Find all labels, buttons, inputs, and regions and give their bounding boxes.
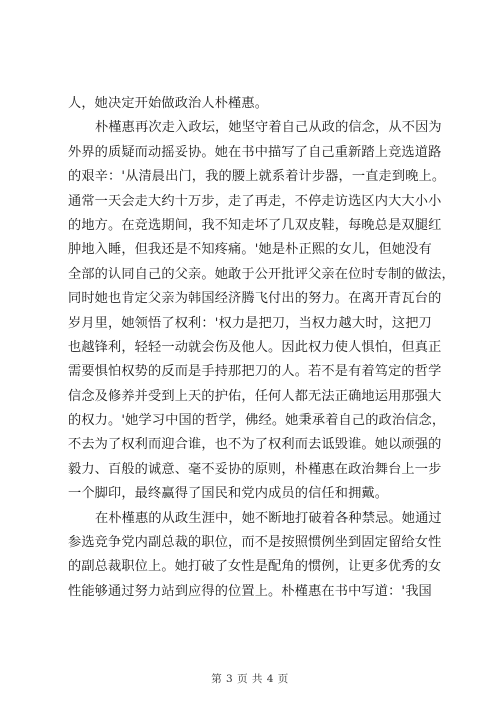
text-line: 信念及修养并受到上天的护佑，任何人都无法正确地运用那强大 [68,388,442,404]
text-line: 的艰辛：'从清晨出门，我的腰上就系着计步器，一直走到晚上。 [68,169,446,185]
text-line: 也越锋利，轻轻一动就会伤及他人。因此权力使人惧怕，但真正 [68,339,442,355]
text-line: 在朴槿惠的从政生涯中，她不断地打破着各种禁忌。她通过 [95,510,442,526]
text-line: 不去为了权利而迎合谁，也不为了权利而去诋毁谁。她以顽强的 [68,437,442,453]
text-line: 毅力、百般的诚意、毫不妥协的原则，朴槿惠在政治舞台上一步 [68,461,442,477]
text-line: 同时她也肯定父亲为韩国经济腾飞付出的努力。在离开青瓦台的 [68,291,442,307]
text-line: 肿地入睡，但我还是不知疼痛。'她是朴正熙的女儿，但她没有 [68,242,432,258]
text-line: 外界的质疑而动摇妥协。她在书中描写了自己重新踏上竞选道路 [68,144,442,160]
text-line: 一个脚印，最终赢得了国民和党内成员的信任和拥戴。 [68,486,389,502]
text-line: 岁月里，她领悟了权利：'权力是把刀，当权力越大时，这把刀 [68,315,432,331]
text-line: 性能够通过努力站到应得的位置上。朴槿惠在书中写道：'我国 [68,583,432,599]
text-line: 需要惧怕权势的反而是手持那把刀的人。若不是有着笃定的哲学 [68,364,442,380]
text-line: 的地方。在竞选期间，我不知走坏了几双皮鞋，每晚总是双腿红 [68,217,442,233]
text-line: 的权力。'她学习中国的哲学，佛经。她秉承着自己的政治信念， [68,413,446,429]
text-line: 通常一天会走大约十万步，走了再走，不停走访选区内大大小小 [68,193,442,209]
page-number: 第 3 页 共 4 页 [211,673,289,685]
text-line: 全部的认同自己的父亲。她敢于公开批评父亲在位时专制的做法， [68,266,455,282]
body-text [68,92,455,604]
text-line: 参选竞争党内副总裁的职位，而不是按照惯例坐到固定留给女性 [68,535,442,551]
text-line: 的副总裁职位上。她打破了女性是配角的惯例，让更多优秀的女 [68,559,442,575]
text-line: 朴槿惠再次走入政坛，她坚守着自己从政的信念，从不因为 [95,120,442,136]
text-line: 人，她决定开始做政治人朴槿惠。 [68,96,269,111]
page-footer [0,671,500,686]
